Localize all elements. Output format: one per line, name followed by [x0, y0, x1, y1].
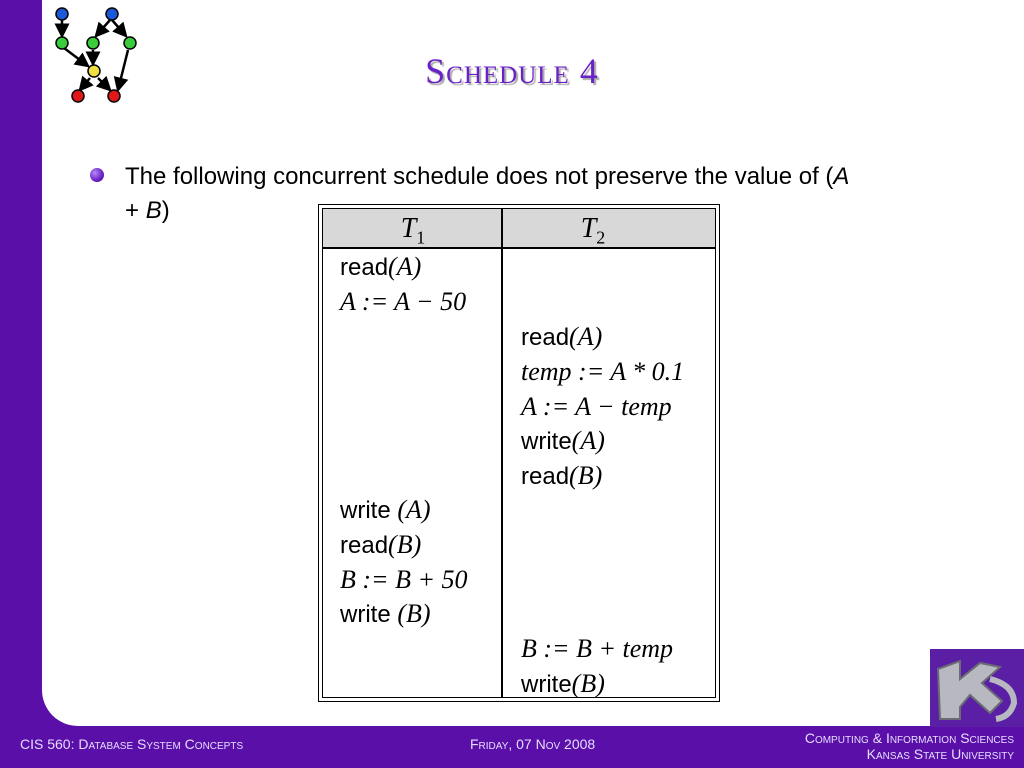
t1-op-write-b: write (B)	[340, 599, 431, 628]
var-a: A	[833, 163, 850, 190]
footer-course: CIS 560: Database System Concepts	[20, 736, 244, 752]
footer-dept-line2: Kansas State University	[866, 746, 1014, 762]
t2-op-read-a: read(A)	[521, 322, 603, 351]
footer-dept-line1: Computing & Information Sciences	[804, 730, 1014, 746]
t2-op-read-b: read(B)	[521, 461, 603, 490]
t1-op-read-a: read(A)	[340, 252, 422, 281]
header-t1: $T_1$	[400, 213, 426, 248]
schedule-table-inner	[322, 208, 716, 698]
t2-op-temp-assign: temp := A * 0.1	[521, 357, 685, 386]
var-b: B	[145, 197, 162, 224]
bullet-text-prefix: The following concurrent schedule does not preserve the value of (	[125, 163, 834, 190]
t1-op-a-minus-50: A := A − 50	[340, 287, 467, 316]
t1-op-read-b: read(B)	[340, 530, 422, 559]
t1-op-write-a: write (A)	[340, 495, 431, 524]
t2-op-b-plus-temp: B := B + temp	[521, 634, 674, 663]
plus-sign: +	[125, 197, 146, 224]
bullet-icon	[90, 168, 104, 182]
column-divider	[501, 209, 503, 697]
t1-op-b-plus-50: B := B + 50	[340, 565, 468, 594]
ksu-wildcat-logo-icon	[930, 649, 1024, 727]
footer-date: Friday, 07 Nov 2008	[470, 736, 596, 752]
bullet-text-suffix: )	[161, 197, 170, 224]
schedule-header-row	[323, 209, 715, 249]
t2-op-a-minus-temp: A := A − temp	[521, 392, 672, 421]
t2-op-write-b: write(B)	[521, 669, 605, 698]
header-t2: $T_2$	[580, 213, 606, 248]
slide-title: Schedule 4	[425, 51, 599, 91]
footer-department	[805, 730, 1014, 762]
t2-op-write-a: write(A)	[521, 426, 605, 455]
schedule-table	[318, 204, 720, 702]
